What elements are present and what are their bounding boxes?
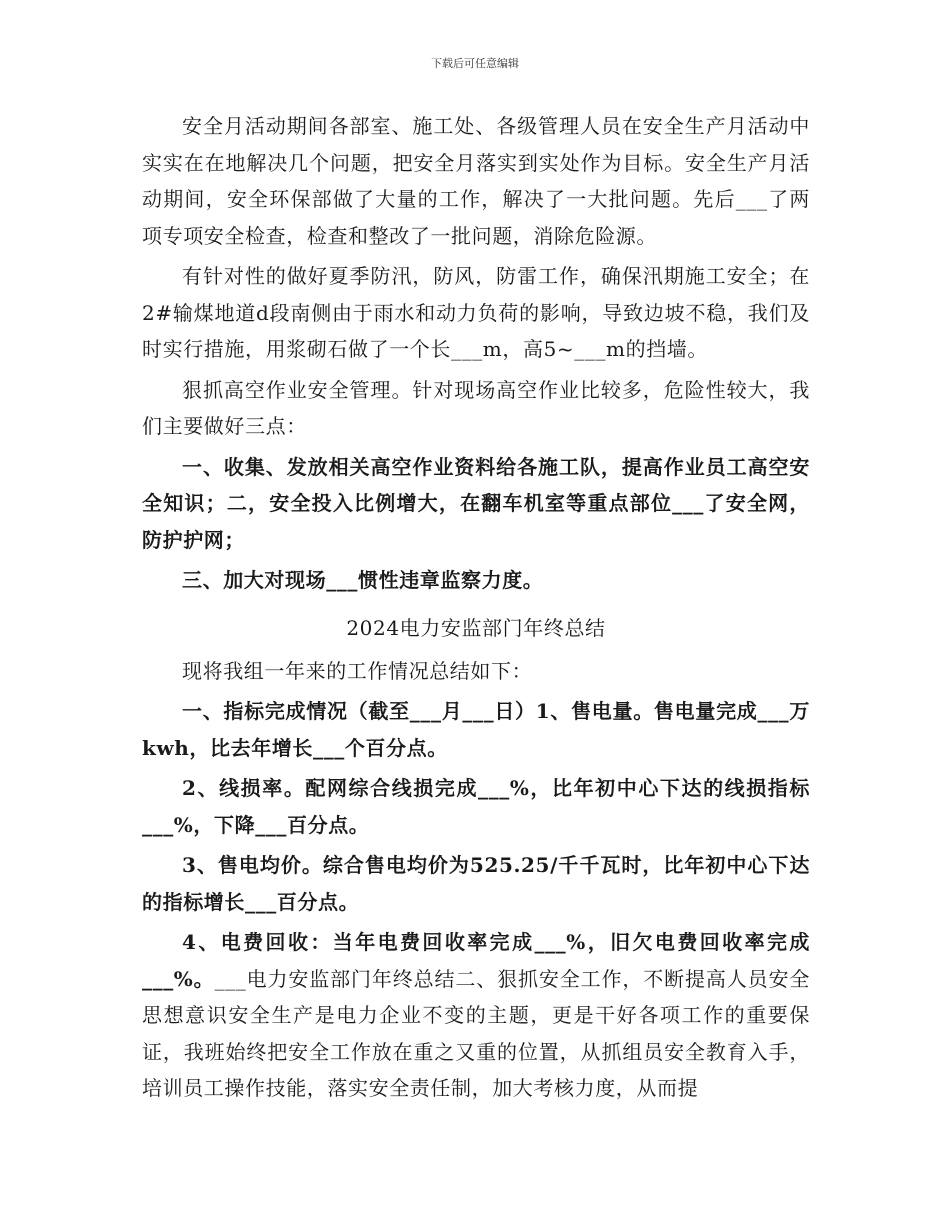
paragraph-indicator-recovery (142, 924, 810, 1107)
paragraph-indicator-price: 3、售电均价。综合售电均价为525.25/千千瓦时，比年初中心下达的指标增长___百分点。 (142, 853, 810, 914)
recovery-bold-text: 4、电费回收：当年电费回收率完成___%，旧欠电费回收率完成___%。 (142, 930, 810, 991)
paragraph-indicator-sales: 一、指标完成情况（截至___月___日）1、售电量。售电量完成___万kwh，比去年增长___个百分点。 (142, 699, 810, 760)
paragraph-flood-prevention: 有针对性的做好夏季防汛，防风，防雷工作，确保汛期施工安全；在2#输煤地道d段南侧由于雨水和动力负荷的影响，导致边坡不稳，我们及时实行措施，用浆砌石做了一个长___m，高5~___m的挡墙。 (142, 264, 810, 361)
paragraph-high-altitude-intro: 狠抓高空作业安全管理。针对现场高空作业比较多，危险性较大，我们主要做好三点： (142, 377, 810, 438)
document-body (142, 108, 810, 1107)
page-header: 下载后可任意编辑 (431, 57, 519, 70)
paragraph-safety-work: ___电力安监部门年终总结二、狠抓安全工作，不断提高人员安全思想意识安全生产是电力企业不变的主题，更是干好各项工作的重要保证，我班始终把安全工作放在重之又重的位置，从抓组员安全教育入手，培训员工操作技能，落实安全责任制，加大考核力度，从而提 (142, 966, 810, 1100)
paragraph-high-altitude-points: 一、收集、发放相关高空作业资料给各施工队，提高作业员工高空安全知识；二，安全投入比例增大，在翻车机室等重点部位___了安全网，防护护网； (142, 454, 810, 552)
paragraph-safety-month: 安全月活动期间各部室、施工处、各级管理人员在安全生产月活动中实实在在地解决几个问题，把安全月落实到实处作为目标。安全生产月活动期间，安全环保部做了大量的工作，解决了一大批问题。先后___了两项专项安全检查，检查和整改了一批问题，消除危险源。 (142, 114, 810, 248)
paragraph-violation-supervision: 三、加大对现场___惯性违章监察力度。 (182, 568, 544, 592)
section-title: 2024电力安监部门年终总结 (346, 615, 606, 640)
paragraph-summary-intro: 现将我组一年来的工作情况总结如下： (182, 658, 533, 683)
paragraph-indicator-line-loss: 2、线损率。配网综合线损完成___%，比年初中心下达的线损指标___%，下降___百分点。 (142, 776, 810, 837)
